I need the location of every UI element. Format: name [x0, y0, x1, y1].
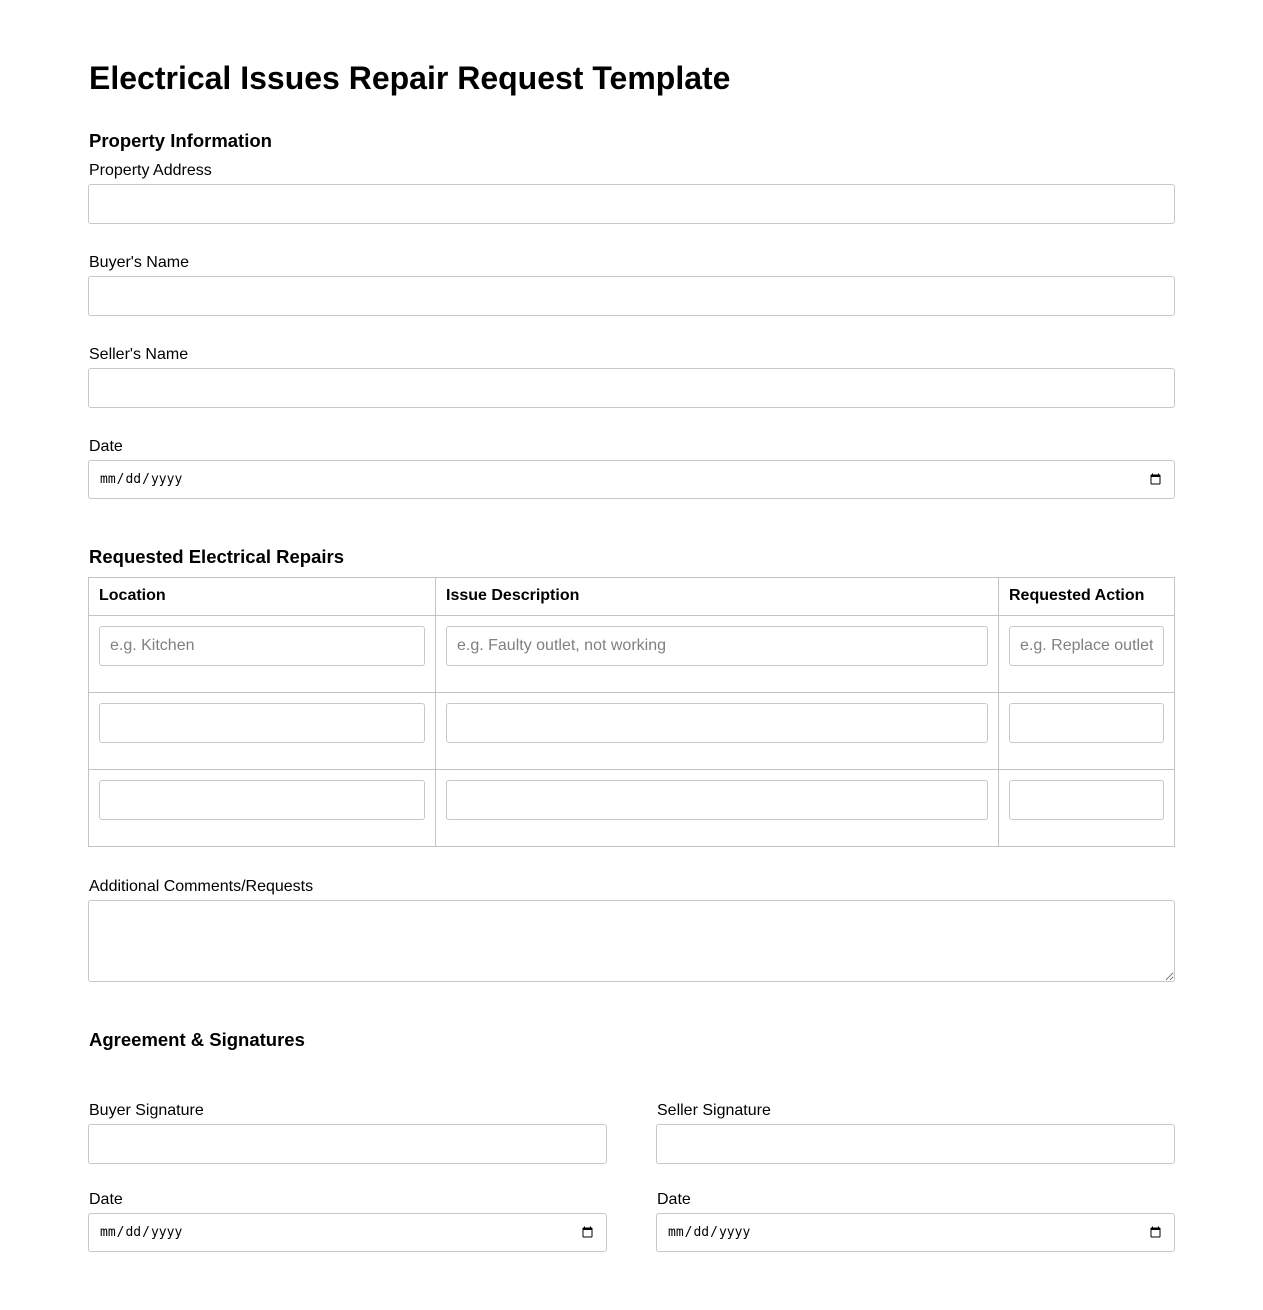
repair-request-form — [88, 0, 1175, 1281]
seller-signature-input[interactable] — [656, 1124, 1175, 1164]
page-title: Electrical Issues Repair Request Template — [89, 60, 731, 96]
property-address-input[interactable] — [88, 184, 1175, 224]
buyer-date-label: Date — [89, 1191, 123, 1208]
seller-column — [656, 1101, 1175, 1281]
location-input[interactable] — [99, 626, 425, 666]
column-header-location: Location — [89, 578, 436, 616]
seller-signature-label: Seller Signature — [657, 1102, 771, 1119]
seller-name-input[interactable] — [88, 368, 1175, 408]
issue-cell — [436, 693, 999, 770]
buyer-name-label: Buyer's Name — [89, 254, 189, 271]
issue-description-input[interactable] — [446, 780, 988, 820]
table-row — [89, 616, 1175, 693]
property-address-label: Property Address — [89, 162, 212, 179]
additional-comments-label: Additional Comments/Requests — [89, 878, 314, 895]
location-cell — [89, 770, 436, 847]
date-label: Date — [89, 438, 123, 455]
buyer-name-input[interactable] — [88, 276, 1175, 316]
seller-date-input[interactable] — [656, 1213, 1175, 1252]
repairs-table — [88, 577, 1175, 847]
location-cell — [89, 616, 436, 693]
buyer-date-input[interactable] — [88, 1213, 607, 1252]
requested-repairs-heading: Requested Electrical Repairs — [89, 546, 344, 567]
location-cell — [89, 693, 436, 770]
table-row — [89, 770, 1175, 847]
table-row — [89, 693, 1175, 770]
property-information-heading: Property Information — [89, 130, 272, 151]
requested-action-input[interactable] — [1009, 780, 1164, 820]
action-cell — [999, 770, 1175, 847]
table-header-row — [89, 578, 1175, 616]
buyer-signature-input[interactable] — [88, 1124, 607, 1164]
location-input[interactable] — [99, 703, 425, 743]
seller-name-label: Seller's Name — [89, 346, 189, 363]
issue-cell — [436, 616, 999, 693]
additional-comments-textarea[interactable] — [88, 900, 1175, 982]
issue-description-input[interactable] — [446, 626, 988, 666]
agreement-signatures-heading: Agreement & Signatures — [89, 1029, 305, 1050]
issue-cell — [436, 770, 999, 847]
column-header-requested-action: Requested Action — [999, 578, 1175, 616]
issue-description-input[interactable] — [446, 703, 988, 743]
action-cell — [999, 616, 1175, 693]
seller-date-label: Date — [657, 1191, 691, 1208]
column-header-issue-description: Issue Description — [436, 578, 999, 616]
signature-columns — [88, 1101, 1175, 1281]
date-input[interactable] — [88, 460, 1175, 499]
requested-action-input[interactable] — [1009, 703, 1164, 743]
location-input[interactable] — [99, 780, 425, 820]
action-cell — [999, 693, 1175, 770]
requested-action-input[interactable] — [1009, 626, 1164, 666]
buyer-column — [88, 1101, 607, 1281]
buyer-signature-label: Buyer Signature — [89, 1102, 204, 1119]
